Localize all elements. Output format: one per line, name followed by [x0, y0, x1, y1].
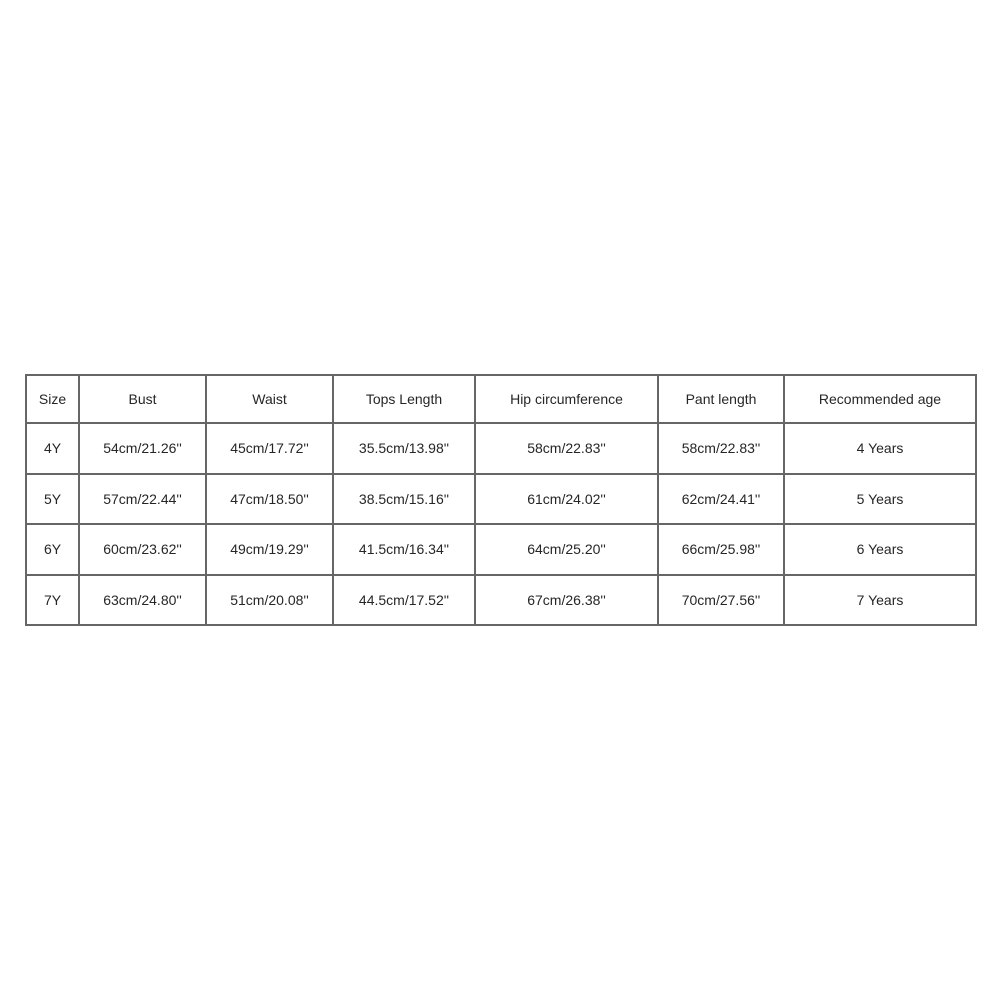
column-header-pant-length: Pant length: [658, 375, 784, 423]
column-header-tops-length: Tops Length: [333, 375, 475, 423]
tops-length-cell: 38.5cm/15.16'': [333, 474, 475, 525]
tops-length-cell: 35.5cm/13.98'': [333, 423, 475, 474]
waist-cell: 49cm/19.29'': [206, 524, 333, 575]
hip-circumference-cell: 58cm/22.83'': [475, 423, 658, 474]
hip-circumference-cell: 64cm/25.20'': [475, 524, 658, 575]
column-header-hip-circumference: Hip circumference: [475, 375, 658, 423]
pant-length-cell: 58cm/22.83'': [658, 423, 784, 474]
pant-length-cell: 66cm/25.98'': [658, 524, 784, 575]
column-header-recommended-age: Recommended age: [784, 375, 976, 423]
recommended-age-cell: 6 Years: [784, 524, 976, 575]
waist-cell: 45cm/17.72'': [206, 423, 333, 474]
size-chart-table: [25, 374, 977, 626]
size-cell: 4Y: [26, 423, 79, 474]
recommended-age-cell: 7 Years: [784, 575, 976, 626]
size-cell: 5Y: [26, 474, 79, 525]
recommended-age-cell: 4 Years: [784, 423, 976, 474]
size-cell: 6Y: [26, 524, 79, 575]
bust-cell: 57cm/22.44'': [79, 474, 206, 525]
column-header-waist: Waist: [206, 375, 333, 423]
bust-cell: 60cm/23.62'': [79, 524, 206, 575]
bust-cell: 63cm/24.80'': [79, 575, 206, 626]
recommended-age-cell: 5 Years: [784, 474, 976, 525]
table-row: [26, 575, 976, 626]
column-header-size: Size: [26, 375, 79, 423]
pant-length-cell: 70cm/27.56'': [658, 575, 784, 626]
bust-cell: 54cm/21.26'': [79, 423, 206, 474]
table-header-row: [26, 375, 976, 423]
hip-circumference-cell: 61cm/24.02'': [475, 474, 658, 525]
tops-length-cell: 41.5cm/16.34'': [333, 524, 475, 575]
column-header-bust: Bust: [79, 375, 206, 423]
pant-length-cell: 62cm/24.41'': [658, 474, 784, 525]
table-row: [26, 524, 976, 575]
size-cell: 7Y: [26, 575, 79, 626]
tops-length-cell: 44.5cm/17.52'': [333, 575, 475, 626]
table-row: [26, 474, 976, 525]
table-row: [26, 423, 976, 474]
waist-cell: 51cm/20.08'': [206, 575, 333, 626]
waist-cell: 47cm/18.50'': [206, 474, 333, 525]
hip-circumference-cell: 67cm/26.38'': [475, 575, 658, 626]
